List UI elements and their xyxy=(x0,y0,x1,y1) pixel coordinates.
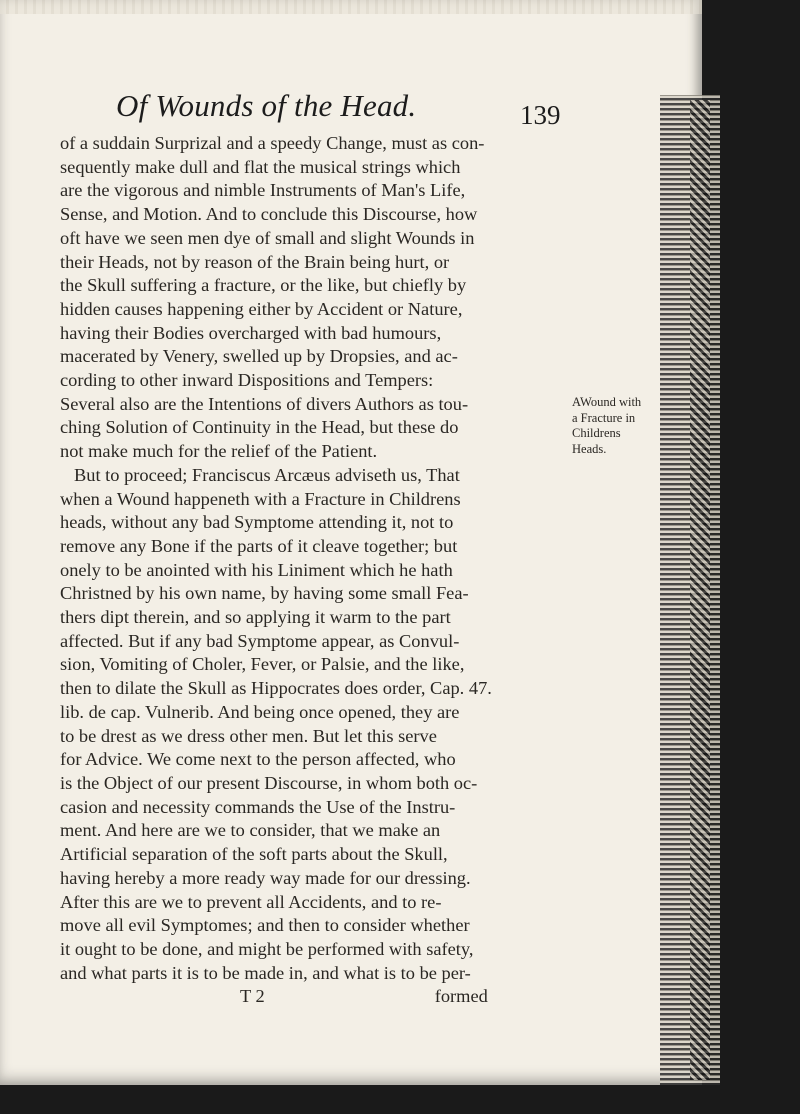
text-line: Several also are the Intentions of divers Authors as tou- xyxy=(60,393,469,414)
margin-note-line: a Fracture in xyxy=(572,410,636,425)
text-line: is the Object of our present Discourse, in whom both oc- xyxy=(60,772,478,793)
text-line: and what parts it is to be made in, and what is to be per- xyxy=(60,962,471,983)
running-title: Of Wounds of the Head. xyxy=(116,88,417,123)
text-line: ment. And here are we to consider, that we make an xyxy=(60,820,441,841)
text-line: then to dilate the Skull as Hippocrates does order, Cap. 47. xyxy=(60,678,492,699)
text-line: for Advice. We come next to the person affected, who xyxy=(60,749,456,770)
signature-line xyxy=(60,985,540,1009)
page-edge-texture xyxy=(690,100,710,1080)
text-line: Christned by his own name, by having some small Fea- xyxy=(60,583,469,604)
text-line: onely to be anointed with his Liniment which he hath xyxy=(60,559,453,580)
text-line: having their Bodies overcharged with bad humours, xyxy=(60,322,442,343)
text-line: Sense, and Motion. And to conclude this Discourse, how xyxy=(60,204,478,225)
text-line: thers dipt therein, and so applying it warm to the part xyxy=(60,607,451,628)
text-line: it ought to be done, and might be performed with safety, xyxy=(60,938,474,959)
text-line: sion, Vomiting of Choler, Fever, or Palsie, and the like, xyxy=(60,654,465,675)
text-line: After this are we to prevent all Accidents, and to re- xyxy=(60,891,442,912)
text-line: hidden causes happening either by Accident or Nature, xyxy=(60,298,463,319)
text-line: But to proceed; Franciscus Arcæus adviseth us, That xyxy=(74,464,460,485)
text-line: ching Solution of Continuity in the Head, but these do xyxy=(60,417,459,438)
text-line: move all evil Symptomes; and then to consider whether xyxy=(60,915,470,936)
text-line: not make much for the relief of the Patient. xyxy=(60,441,378,462)
text-line: to be drest as we dress other men. But let this serve xyxy=(60,725,437,746)
text-line: lib. de cap. Vulnerib. And being once opened, they are xyxy=(60,701,460,722)
margin-note-line: Heads. xyxy=(572,441,607,456)
text-line: cording to other inward Dispositions and Tempers: xyxy=(60,370,434,391)
margin-note-line: Childrens xyxy=(572,426,621,440)
text-line: when a Wound happeneth with a Fracture in Childrens xyxy=(60,488,461,509)
text-line: the Skull suffering a fracture, or the like, but chiefly by xyxy=(60,275,467,296)
text-line: heads, without any bad Symptome attending it, not to xyxy=(60,512,454,533)
text-line: Artificial separation of the soft parts about the Skull, xyxy=(60,844,448,865)
catchword: formed xyxy=(434,986,488,1007)
text-line: affected. But if any bad Symptome appear, as Convul- xyxy=(60,630,460,651)
signature-mark: T 2 xyxy=(240,986,265,1007)
text-line: their Heads, not by reason of the Brain being hurt, or xyxy=(60,251,450,272)
text-line: are the vigorous and nimble Instruments of Man's Life, xyxy=(60,180,466,201)
text-line: sequently make dull and flat the musical strings which xyxy=(60,156,461,177)
text-line: oft have we seen men dye of small and slight Wounds in xyxy=(60,227,475,248)
margin-note xyxy=(572,395,662,457)
text-line: casion and necessity commands the Use of the Instru- xyxy=(60,796,456,817)
margin-note-line: AWound with xyxy=(572,395,642,409)
text-line: having hereby a more ready way made for our dressing. xyxy=(60,867,471,888)
text-line: remove any Bone if the parts of it cleave together; but xyxy=(60,535,458,556)
text-line: of a suddain Surprizal and a speedy Change, must as con- xyxy=(60,133,485,153)
body-text xyxy=(60,132,540,1009)
page-number: 139 xyxy=(520,100,561,130)
text-line: macerated by Venery, swelled up by Dropsies, and ac- xyxy=(60,346,458,367)
